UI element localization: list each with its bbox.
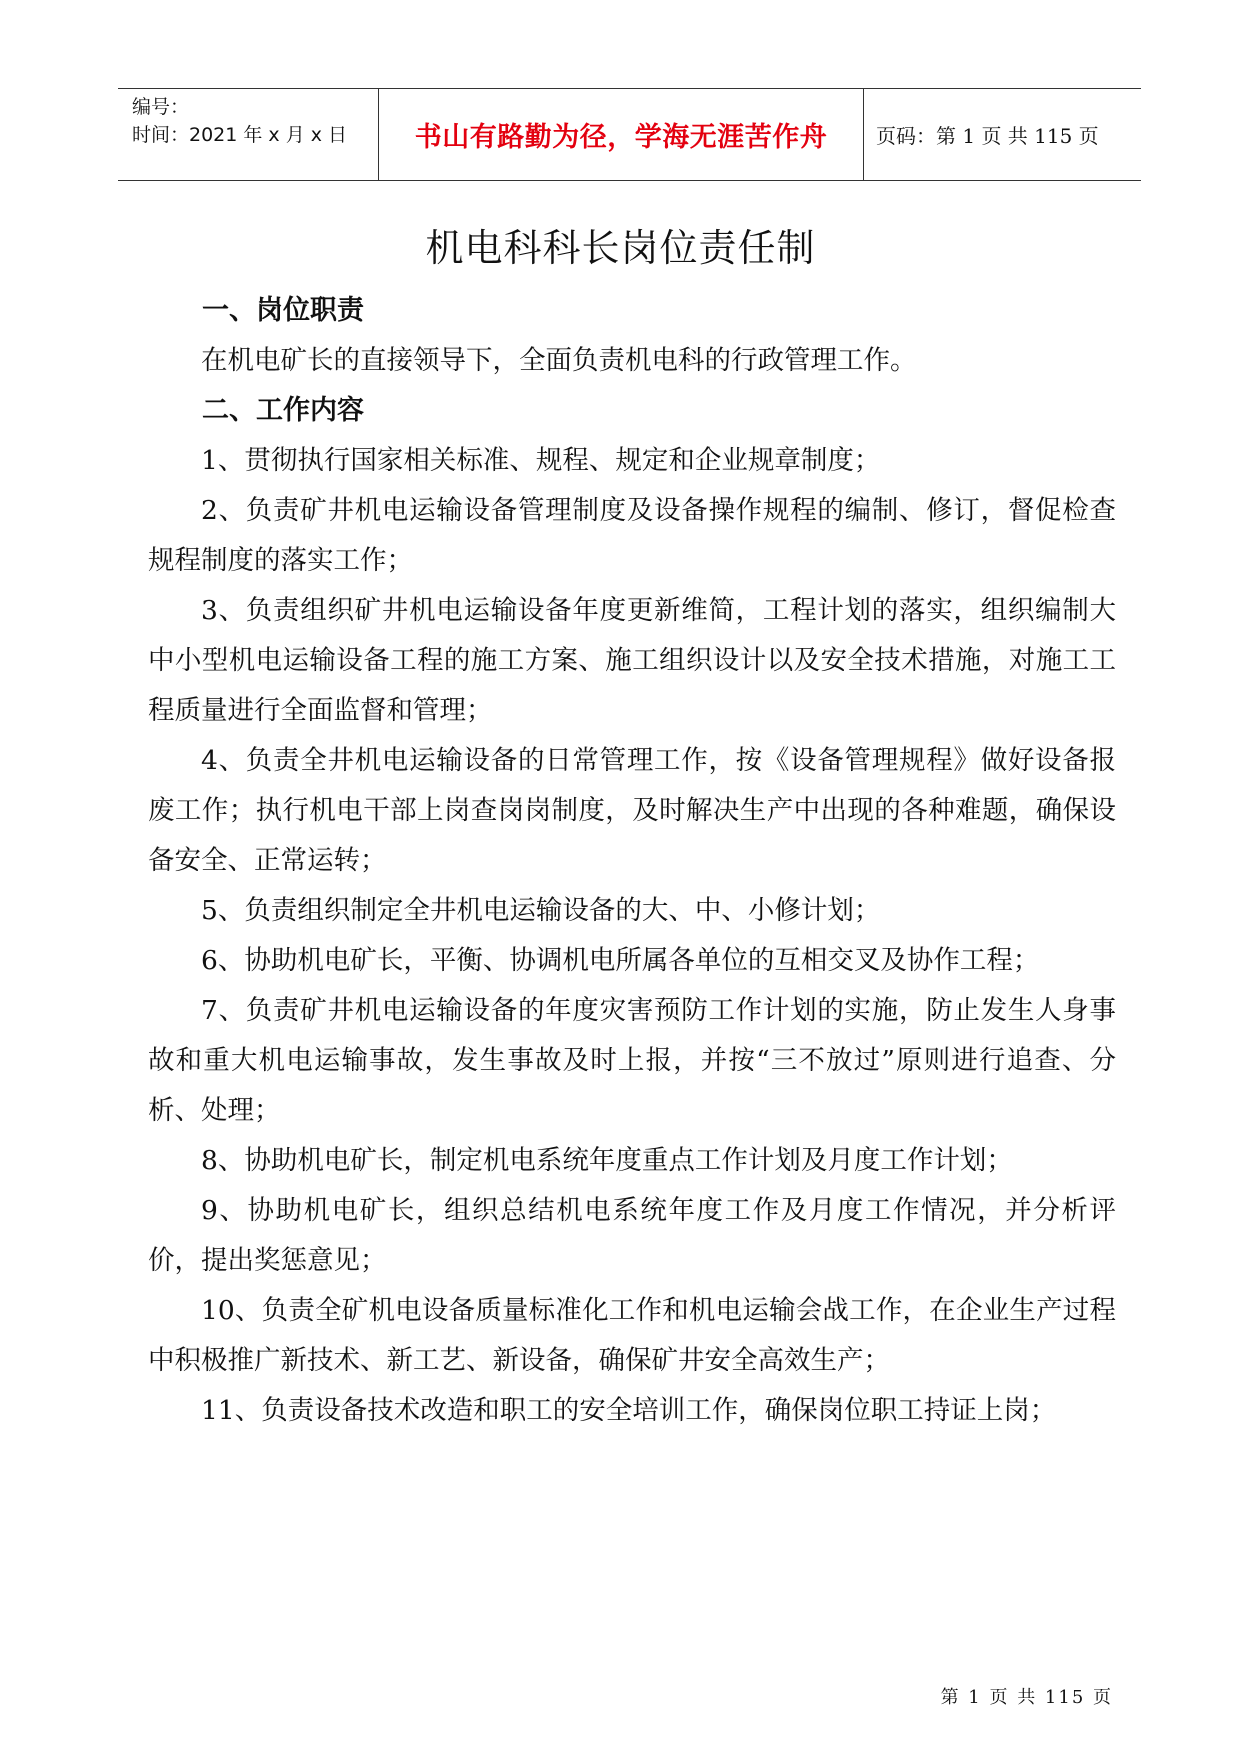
header-motto: 书山有路勤为径，学海无涯苦作舟 (414, 122, 828, 153)
header-page-info: 页码：第 1 页 共 115 页 (876, 124, 1099, 148)
list-item: 4、负责全井机电运输设备的日常管理工作，按《设备管理规程》做好设备报废工作；执行机电干部上岗查岗岗制度，及时解决生产中出现的各种难题，确保设备安全、正常运转； (148, 745, 1116, 876)
document-body (148, 286, 1116, 1436)
list-item: 7、负责矿井机电运输设备的年度灾害预防工作计划的实施，防止发生人身事故和重大机电运输事故，发生事故及时上报，并按“三不放过”原则进行追查、分析、处理； (148, 995, 1116, 1126)
list-item: 2、负责矿井机电运输设备管理制度及设备操作规程的编制、修订，督促检查规程制度的落实工作； (148, 495, 1116, 576)
list-item: 10、负责全矿机电设备质量标准化工作和机电运输会战工作，在企业生产过程中积极推广新技术、新工艺、新设备，确保矿井安全高效生产； (148, 1295, 1116, 1376)
document-number-label: 编号： (132, 96, 190, 118)
list-item: 5、负责组织制定全井机电运输设备的大、中、小修计划； (201, 895, 881, 926)
header-meta-cell (118, 89, 379, 180)
document-time-label: 时间：2021 年 x 月 x 日 (132, 124, 348, 146)
document-title: 机电科科长岗位责任制 (425, 226, 816, 270)
header-page-cell (864, 89, 1141, 180)
page-footer: 第 1 页 共 115 页 (940, 1687, 1113, 1708)
list-item: 1、贯彻执行国家相关标准、规程、规定和企业规章制度； (201, 445, 881, 476)
header-table (118, 88, 1141, 181)
section-text-responsibilities: 在机电矿长的直接领导下，全面负责机电科的行政管理工作。 (201, 345, 917, 376)
list-item: 9、协助机电矿长，组织总结机电系统年度工作及月度工作情况，并分析评价，提出奖惩意见； (148, 1195, 1116, 1276)
list-item: 6、协助机电矿长，平衡、协调机电所属各单位的互相交叉及协作工程； (201, 945, 1040, 976)
list-item: 3、负责组织矿井机电运输设备年度更新维简，工程计划的落实，组织编制大中小型机电运输设备工程的施工方案、施工组织设计以及安全技术措施，对施工工程质量进行全面监督和管理； (148, 595, 1116, 726)
header-motto-cell (379, 89, 864, 180)
list-item: 8、协助机电矿长，制定机电系统年度重点工作计划及月度工作计划； (201, 1145, 1013, 1176)
section-heading-work-content: 二、工作内容 (202, 395, 364, 426)
section-heading-responsibilities: 一、岗位职责 (202, 295, 364, 326)
list-item: 11、负责设备技术改造和职工的安全培训工作，确保岗位职工持证上岗； (201, 1395, 1057, 1426)
